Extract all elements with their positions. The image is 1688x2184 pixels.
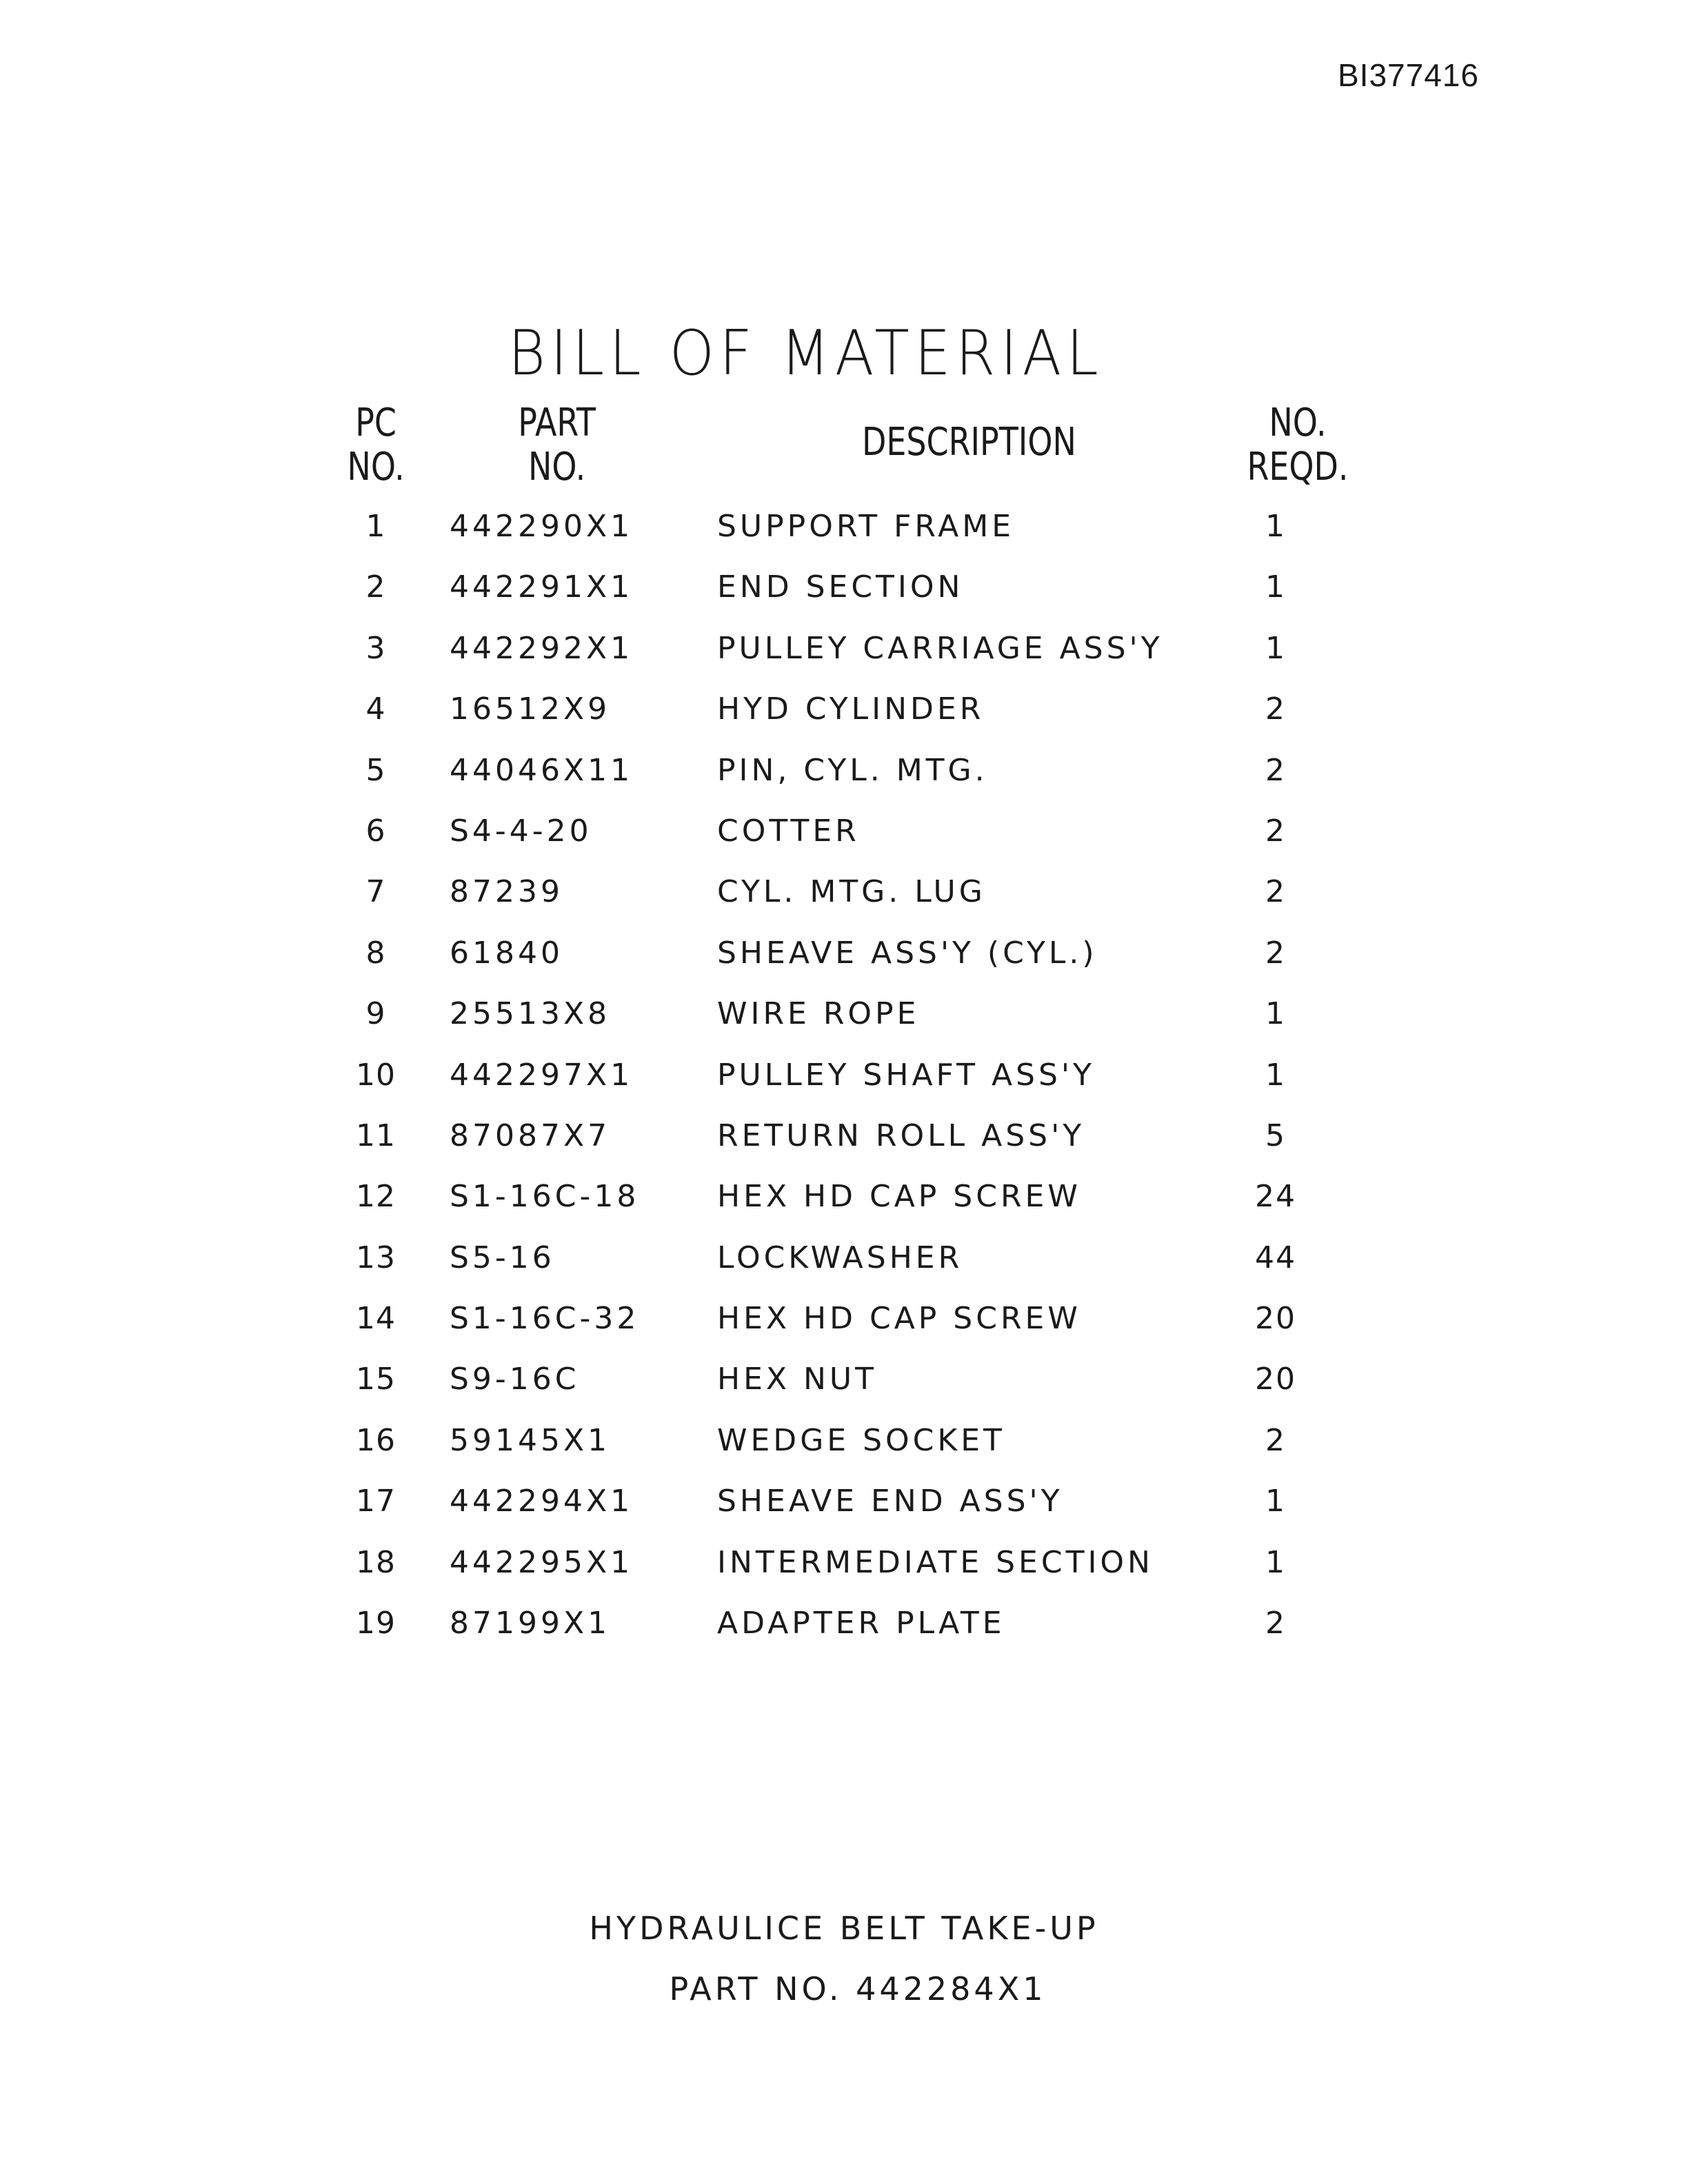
- part-number: S1-16C-32: [450, 1301, 640, 1337]
- part-description: SUPPORT FRAME: [717, 509, 1015, 544]
- pc-number: 4: [365, 691, 386, 727]
- header-pc-line2: NO.: [347, 445, 405, 489]
- part-description: COTTER: [717, 813, 860, 849]
- table-row: [0, 992, 1688, 1053]
- quantity-required: 1: [1265, 1057, 1286, 1093]
- pc-number: 14: [356, 1301, 396, 1337]
- quantity-required: 20: [1255, 1362, 1296, 1397]
- table-row: [0, 565, 1688, 626]
- part-description: SHEAVE ASS'Y (CYL.): [717, 935, 1098, 971]
- table-row: [0, 749, 1688, 809]
- part-number: S9-16C: [450, 1362, 580, 1397]
- part-description: CYL. MTG. LUG: [717, 874, 986, 910]
- part-description: HEX HD CAP SCREW: [717, 1179, 1081, 1215]
- quantity-required: 20: [1255, 1301, 1296, 1337]
- part-description: END SECTION: [717, 569, 964, 605]
- part-number: 442294X1: [450, 1484, 634, 1519]
- quantity-required: 1: [1265, 1544, 1286, 1580]
- table-row: [0, 627, 1688, 687]
- quantity-required: 44: [1255, 1240, 1296, 1275]
- pc-number: 5: [365, 752, 386, 788]
- part-number: S1-16C-18: [450, 1179, 640, 1215]
- quantity-required: 1: [1265, 569, 1286, 605]
- pc-number: 15: [356, 1362, 396, 1397]
- part-description: INTERMEDIATE SECTION: [717, 1544, 1154, 1580]
- quantity-required: 2: [1265, 752, 1286, 788]
- part-description: HYD CYLINDER: [717, 691, 985, 727]
- quantity-required: 2: [1265, 1422, 1286, 1458]
- part-number: 442292X1: [450, 630, 634, 666]
- table-row: [0, 1114, 1688, 1175]
- pc-number: 1: [365, 509, 386, 544]
- part-number: 61840: [450, 935, 563, 971]
- table-row: [0, 505, 1688, 565]
- table-row: [0, 1479, 1688, 1540]
- pc-number: 17: [356, 1484, 396, 1519]
- header-qty-required: [1241, 401, 1354, 489]
- table-row: [0, 1053, 1688, 1114]
- quantity-required: 2: [1265, 691, 1286, 727]
- quantity-required: 5: [1265, 1118, 1286, 1153]
- header-part-line1: PART: [518, 401, 596, 445]
- part-description: LOCKWASHER: [717, 1240, 963, 1275]
- table-row: [0, 1601, 1688, 1662]
- pc-number: 10: [356, 1057, 396, 1093]
- header-pc-no: [345, 401, 407, 489]
- page-title: BILL OF MATERIAL: [508, 317, 1104, 390]
- part-description: HEX HD CAP SCREW: [717, 1301, 1081, 1337]
- quantity-required: 2: [1265, 935, 1286, 971]
- header-qty-line2: REQD.: [1247, 445, 1349, 489]
- part-number: 442295X1: [450, 1544, 634, 1580]
- pc-number: 12: [356, 1179, 396, 1215]
- quantity-required: 2: [1265, 1606, 1286, 1641]
- part-description: ADAPTER PLATE: [717, 1606, 1005, 1641]
- part-number: 87239: [450, 874, 563, 910]
- document-id: BI377416: [1338, 57, 1479, 93]
- part-number: 442297X1: [450, 1057, 634, 1093]
- quantity-required: 1: [1265, 630, 1286, 666]
- table-row: [0, 870, 1688, 931]
- table-row: [0, 1236, 1688, 1297]
- quantity-required: 1: [1265, 509, 1286, 544]
- pc-number: 16: [356, 1422, 396, 1458]
- quantity-required: 24: [1255, 1179, 1296, 1215]
- quantity-required: 2: [1265, 874, 1286, 910]
- quantity-required: 2: [1265, 813, 1286, 849]
- part-description: PULLEY SHAFT ASS'Y: [717, 1057, 1095, 1093]
- assembly-part-number: PART NO. 442284X1: [669, 1970, 1047, 2008]
- pc-number: 8: [365, 935, 386, 971]
- table-row: [0, 1419, 1688, 1479]
- part-description: WEDGE SOCKET: [717, 1422, 1005, 1458]
- header-part-no: [512, 401, 602, 489]
- pc-number: 13: [356, 1240, 396, 1275]
- header-description: [862, 421, 1145, 465]
- pc-number: 19: [356, 1606, 396, 1641]
- part-number: 442290X1: [450, 509, 634, 544]
- part-number: 87087X7: [450, 1118, 611, 1153]
- part-description: HEX NUT: [717, 1362, 878, 1397]
- quantity-required: 1: [1265, 1484, 1286, 1519]
- table-row: [0, 687, 1688, 748]
- table-row: [0, 931, 1688, 992]
- pc-number: 7: [365, 874, 386, 910]
- part-description: WIRE ROPE: [717, 996, 920, 1032]
- part-number: 25513X8: [450, 996, 611, 1032]
- part-number: 16512X9: [450, 691, 611, 727]
- header-qty-line1: NO.: [1269, 401, 1327, 445]
- table-row: [0, 1175, 1688, 1235]
- bill-of-material-table: [0, 505, 1688, 1662]
- part-number: 442291X1: [450, 569, 634, 605]
- part-description: PIN, CYL. MTG.: [717, 752, 988, 788]
- part-number: S4-4-20: [450, 813, 592, 849]
- pc-number: 11: [356, 1118, 396, 1153]
- header-pc-line1: PC: [355, 401, 396, 445]
- part-number: 87199X1: [450, 1606, 611, 1641]
- table-row: [0, 1541, 1688, 1601]
- part-description: PULLEY CARRIAGE ASS'Y: [717, 630, 1163, 666]
- part-description: SHEAVE END ASS'Y: [717, 1484, 1063, 1519]
- pc-number: 6: [365, 813, 386, 849]
- header-part-line2: NO.: [528, 445, 586, 489]
- pc-number: 3: [365, 630, 386, 666]
- header-description-label: DESCRIPTION: [862, 420, 1076, 465]
- assembly-name: HYDRAULICE BELT TAKE-UP: [589, 1910, 1099, 1947]
- quantity-required: 1: [1265, 996, 1286, 1032]
- part-number: 59145X1: [450, 1422, 611, 1458]
- pc-number: 2: [365, 569, 386, 605]
- part-number: S5-16: [450, 1240, 555, 1275]
- table-row: [0, 809, 1688, 870]
- part-description: RETURN ROLL ASS'Y: [717, 1118, 1085, 1153]
- table-row: [0, 1297, 1688, 1357]
- part-number: 44046X11: [450, 752, 634, 788]
- pc-number: 9: [365, 996, 386, 1032]
- table-row: [0, 1357, 1688, 1418]
- pc-number: 18: [356, 1544, 396, 1580]
